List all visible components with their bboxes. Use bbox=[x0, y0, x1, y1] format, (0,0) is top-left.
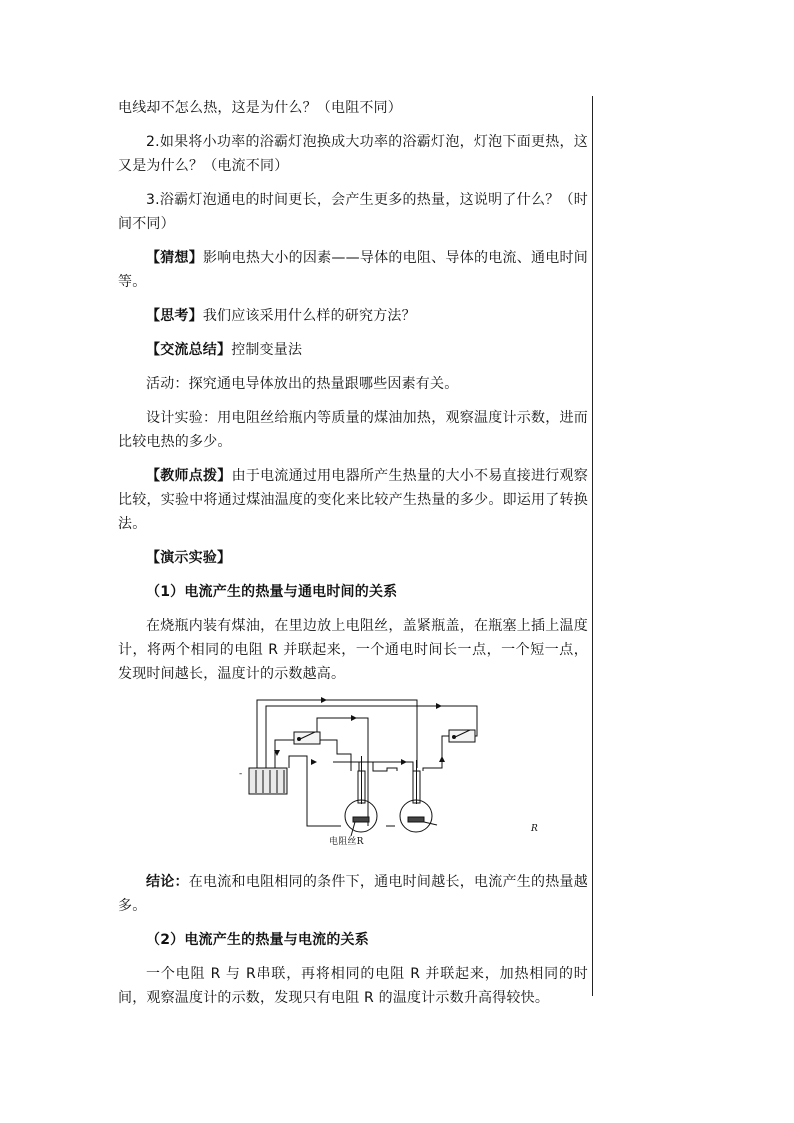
paragraph-current-experiment: 一个电阻 R 与 R串联，再将相同的电阻 R 并联起来，加热相同的时间，观察温度计的示数，发现只有电阻 R 的温度计示数升高得较快。 bbox=[118, 966, 588, 1006]
lesson-content bbox=[118, 96, 588, 1020]
subheading-current-relation: （2）电流产生的热量与电流的关系 bbox=[146, 932, 369, 948]
circuit-diagram bbox=[237, 696, 537, 854]
conclusion-tag: 结论： bbox=[146, 874, 189, 890]
paragraph-experiment-design: 设计实验：用电阻丝给瓶内等质量的煤油加热，观察温度计示数，进而比较电热的多少。 bbox=[118, 410, 588, 450]
demo-tag: 【演示实验】 bbox=[146, 550, 232, 566]
paragraph-conclusion: 结论：在电流和电阻相同的条件下，通电时间越长，电流产生的热量越多。 bbox=[118, 874, 588, 914]
paragraph-activity: 活动：探究通电导体放出的热量跟哪些因素有关。 bbox=[146, 376, 459, 392]
subheading-time-relation: （1）电流产生的热量与通电时间的关系 bbox=[146, 584, 398, 600]
paragraph-current-question: 2.如果将小功率的浴霸灯泡换成大功率的浴霸灯泡，灯泡下面更热，这又是为什么？（电流不同） bbox=[118, 134, 588, 174]
thinking-tag: 【思考】 bbox=[146, 308, 203, 324]
paragraph-time-question: 3.浴霸灯泡通电的时间更长，会产生更多的热量，这说明了什么？（时间不同） bbox=[118, 192, 588, 232]
paragraph-demo-heading bbox=[118, 546, 588, 570]
paragraph-resistance-question: 电线却不怎么热，这是为什么？（电阻不同） bbox=[118, 100, 402, 116]
summary-tag: 【交流总结】 bbox=[146, 342, 232, 358]
circuit-diagram-drawing bbox=[237, 696, 537, 854]
paragraph-teacher-tip: 【教师点拨】由于电流通过用电器所产生热量的大小不易直接进行观察比较，实验中将通过煤油温度的变化来比较产生热量的多少。即运用了转换法。 bbox=[118, 468, 588, 532]
resistor-label: R bbox=[531, 824, 538, 834]
hypothesis-tag: 【猜想】 bbox=[146, 250, 204, 266]
table-border-line bbox=[592, 96, 593, 996]
svg-text:-: - bbox=[239, 769, 243, 779]
teacher-tip-tag: 【教师点拨】 bbox=[146, 468, 232, 484]
paragraph-summary: 【交流总结】控制变量法 bbox=[146, 342, 303, 358]
resistor-wire-caption: 电阻丝R bbox=[329, 837, 364, 847]
paragraph-time-experiment: 在烧瓶内装有煤油，在里边放上电阻丝，盖紧瓶盖，在瓶塞上插上温度计，将两个相同的电阻 R 并联起来，一个通电时间长一点，一个短一点，发现时间越长，温度计的示数越高。 bbox=[118, 618, 588, 682]
paragraph-hypothesis: 【猜想】影响电热大小的因素——导体的电阻、导体的电流、通电时间等。 bbox=[118, 250, 588, 290]
paragraph-thinking: 【思考】我们应该采用什么样的研究方法？ bbox=[146, 308, 416, 324]
